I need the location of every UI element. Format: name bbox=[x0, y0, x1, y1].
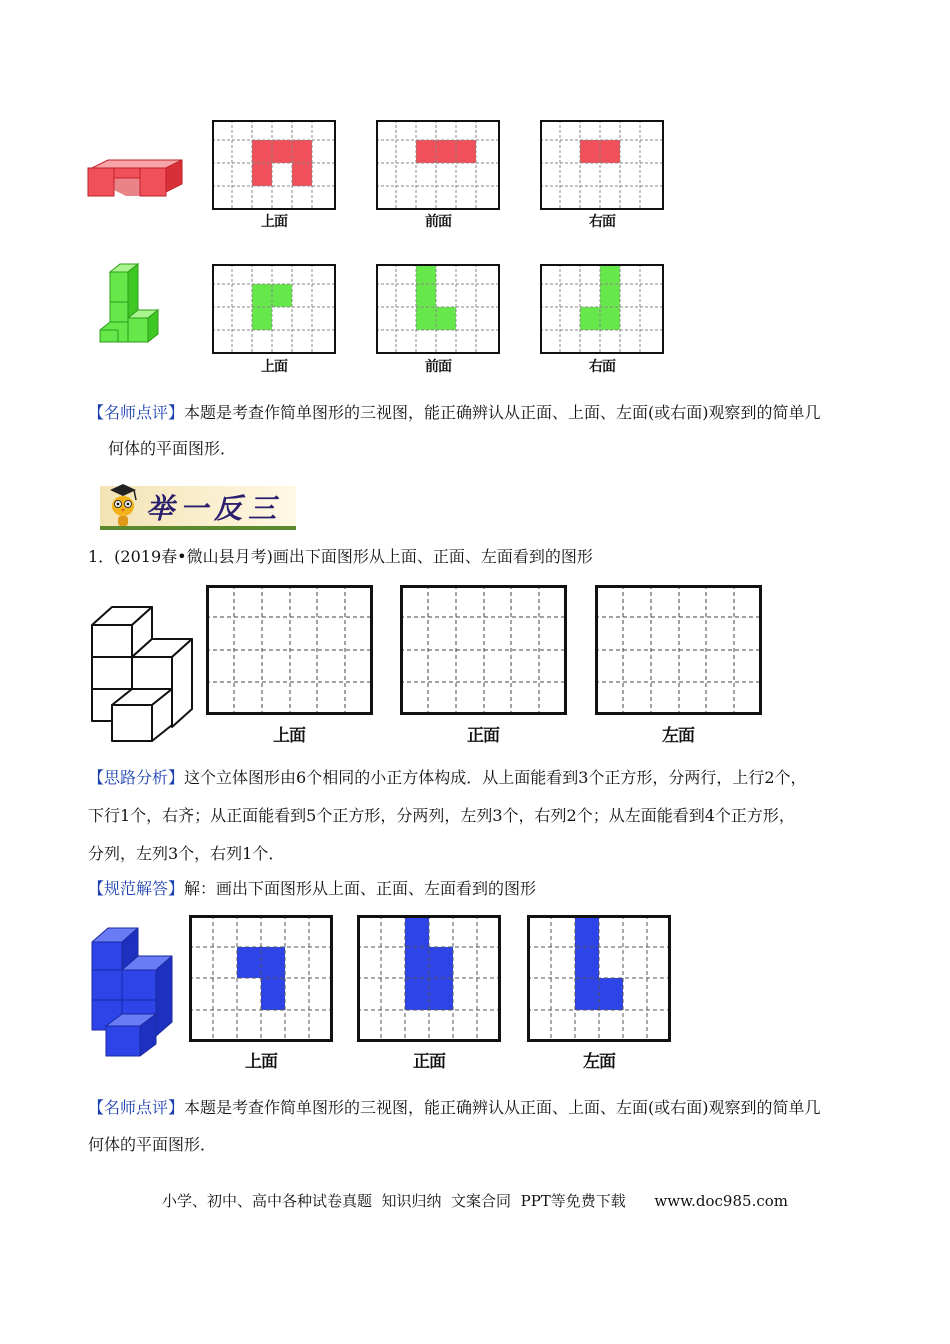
view-caption: 左面 bbox=[662, 726, 694, 746]
page-footer: 小学、初中、高中各种试卷真题 知识归纳 文案合同 PPT等免费下载 www.doc985.com bbox=[161, 1192, 788, 1210]
analysis-line-1: 【思路分析】这个立体图形由6个相同的小正方体构成．从上面能看到3个正方形，分两行，上行2个， bbox=[88, 768, 807, 787]
question-left-view-grid bbox=[595, 585, 762, 715]
comment-tag: 【名师点评】 bbox=[88, 1098, 185, 1117]
view-caption: 前面 bbox=[425, 359, 451, 375]
answer-tag: 【规范解答】 bbox=[88, 879, 185, 898]
question-text: 1．(2019春•微山县月考)画出下面图形从上面、正面、左面看到的图形 bbox=[88, 547, 593, 566]
view-caption: 正面 bbox=[413, 1052, 445, 1072]
view-caption: 上面 bbox=[261, 359, 287, 375]
green-top-view-grid bbox=[212, 264, 336, 354]
comment-tag: 【名师点评】 bbox=[88, 403, 185, 422]
answer-front-view-grid bbox=[357, 915, 501, 1042]
owl-mascot-icon bbox=[106, 482, 140, 528]
question-front-view-grid bbox=[400, 585, 567, 715]
view-caption: 上面 bbox=[261, 214, 287, 230]
analysis-line-3: 分列，左列3个，右列1个． bbox=[88, 844, 285, 863]
answer-top-view-grid bbox=[189, 915, 333, 1042]
comment-line-2: 何体的平面图形． bbox=[108, 439, 237, 458]
red-cube-solid bbox=[86, 150, 186, 200]
green-front-view-grid bbox=[376, 264, 500, 354]
view-caption: 左面 bbox=[583, 1052, 615, 1072]
analysis-tag: 【思路分析】 bbox=[88, 768, 185, 787]
view-caption: 正面 bbox=[467, 726, 499, 746]
view-caption: 右面 bbox=[589, 359, 615, 375]
question-top-view-grid bbox=[206, 585, 373, 715]
view-caption: 右面 bbox=[589, 214, 615, 230]
comment-line-2: 何体的平面图形． bbox=[88, 1135, 217, 1154]
comment-line-1: 【名师点评】本题是考查作简单图形的三视图，能正确辨认从正面、上面、左面(或右面)观察到的简单几 bbox=[88, 1098, 821, 1117]
comment-line-1: 【名师点评】本题是考查作简单图形的三视图，能正确辨认从正面、上面、左面(或右面)观察到的简单几 bbox=[88, 403, 821, 422]
answer-blue-cube-solid bbox=[88, 922, 188, 1062]
red-top-view-grid bbox=[212, 120, 336, 210]
answer-line: 【规范解答】解：画出下面图形从上面、正面、左面看到的图形 bbox=[88, 879, 537, 898]
analysis-line-2: 下行1个，右齐；从正面能看到5个正方形，分两列，左列3个，右列2个；从左面能看到4个正方形， bbox=[88, 806, 795, 825]
view-caption: 前面 bbox=[425, 214, 451, 230]
green-cube-solid bbox=[96, 250, 168, 350]
question-cube-solid bbox=[88, 603, 200, 745]
banner-title: 举一反三 bbox=[146, 492, 283, 525]
view-caption: 上面 bbox=[273, 726, 305, 746]
red-right-view-grid bbox=[540, 120, 664, 210]
answer-left-view-grid bbox=[527, 915, 671, 1042]
section-banner bbox=[100, 482, 296, 532]
view-caption: 上面 bbox=[245, 1052, 277, 1072]
red-front-view-grid bbox=[376, 120, 500, 210]
green-right-view-grid bbox=[540, 264, 664, 354]
